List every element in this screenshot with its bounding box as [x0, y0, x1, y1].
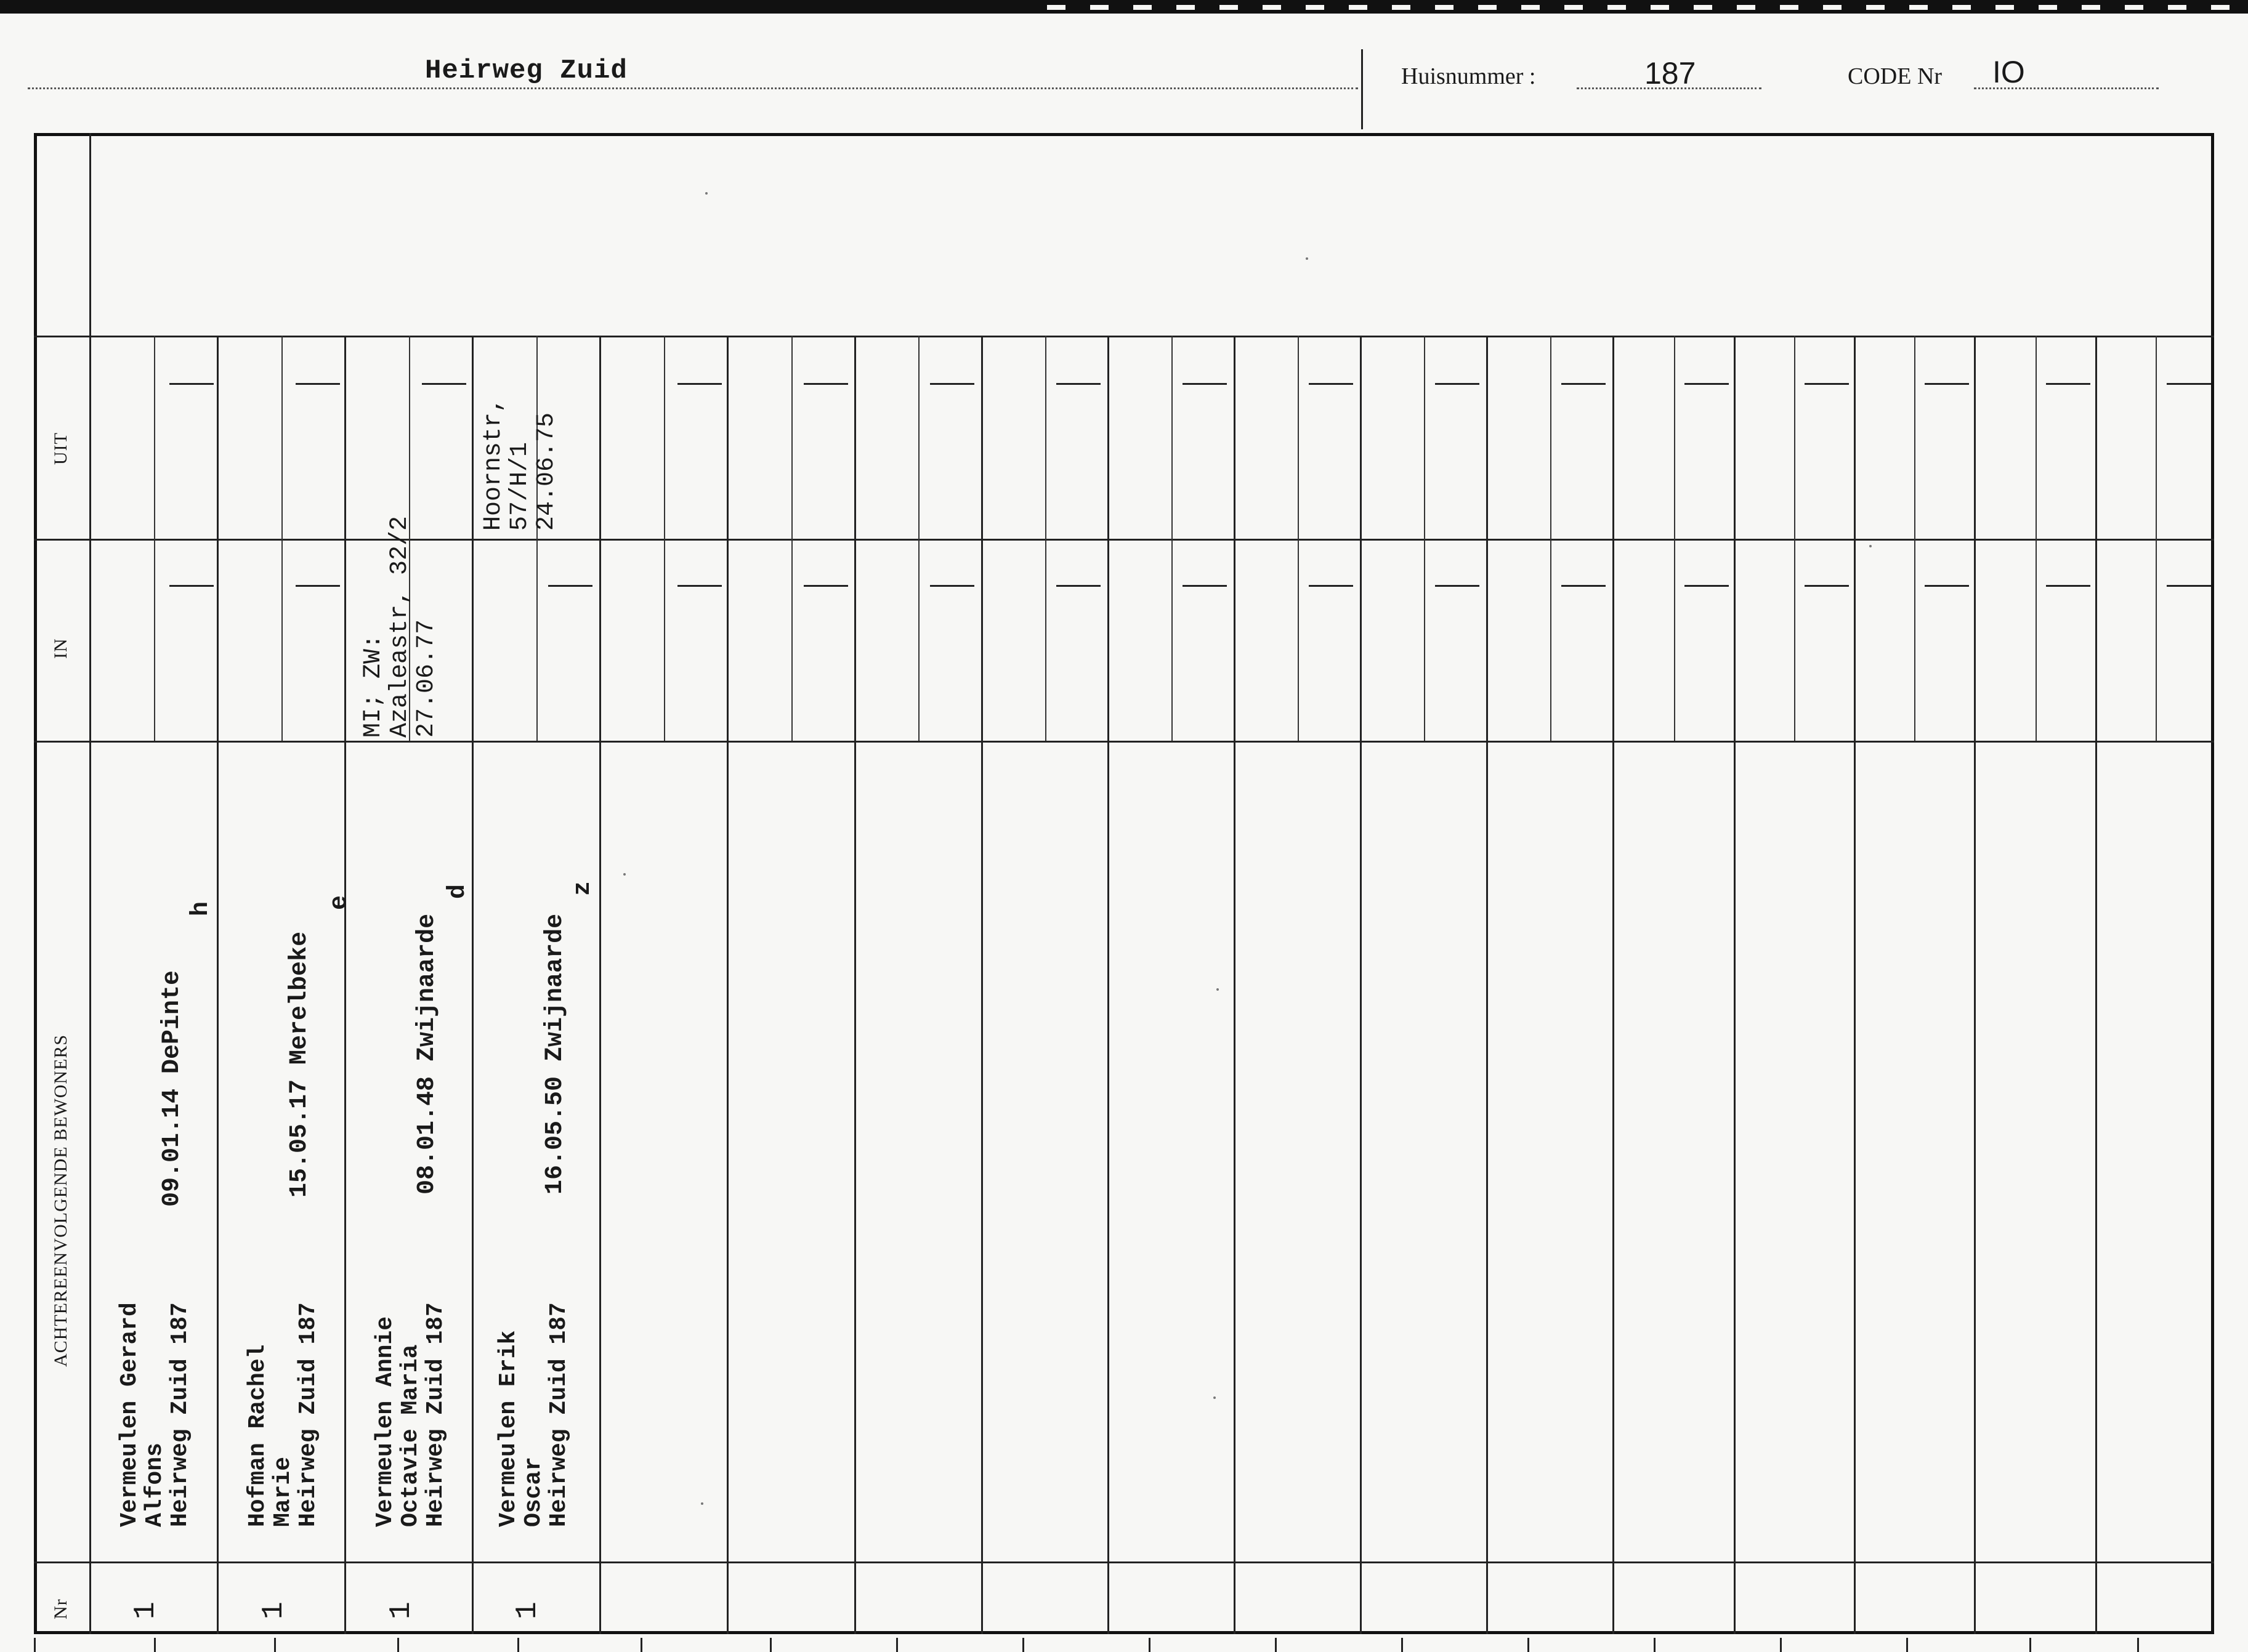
bottom-tick [1780, 1638, 1782, 1652]
in-dash [296, 585, 340, 587]
resident-birth: 09.01.14 DePinte [158, 970, 186, 1207]
bottom-tick [154, 1638, 156, 1652]
house-number-label: Huisnummer : [1401, 63, 1536, 89]
sub-column-line [1914, 336, 1915, 741]
column-line [1974, 336, 1976, 1634]
column-line [472, 336, 474, 1634]
bewoners-nr-divider [34, 1561, 2214, 1563]
in-dash [1183, 585, 1227, 587]
in-dash [169, 585, 214, 587]
street-name: Heirweg Zuid [425, 55, 628, 86]
bottom-tick [1401, 1638, 1403, 1652]
in-dash [930, 585, 974, 587]
sub-column-line [2036, 336, 2037, 741]
sub-column-line [1298, 336, 1299, 741]
in-dash [548, 585, 592, 587]
bottom-tick [896, 1638, 898, 1652]
resident-mark: e [326, 895, 354, 910]
bottom-tick [1022, 1638, 1024, 1652]
scan-speck [623, 873, 626, 876]
bottom-tick [2137, 1638, 2139, 1652]
uit-dash [1805, 383, 1849, 385]
uit-dash [1561, 383, 1606, 385]
column-line [344, 336, 346, 1634]
code-label: CODE Nr [1848, 63, 1943, 89]
top-blank-divider [34, 336, 2214, 337]
bewoners-label: ACHTEREENVOLGENDE BEWONERS [51, 1034, 71, 1367]
column-line [1107, 336, 1109, 1634]
register-table [34, 133, 2214, 1634]
in-entry: MI; ZW: Azaleastr, 32/2 27.06.77 [360, 515, 441, 738]
in-dash [1684, 585, 1729, 587]
column-line [217, 336, 219, 1634]
resident-name: Vermeulen Annie Octavie Maria Heirweg Zuid 187 [372, 1302, 450, 1527]
resident-mark: d [444, 884, 472, 899]
in-dash [2046, 585, 2090, 587]
sub-column-line [154, 336, 155, 741]
bottom-tick [1906, 1638, 1908, 1652]
sub-column-line [791, 336, 793, 741]
resident-birth: 15.05.17 Merelbeke [286, 931, 313, 1198]
scan-speck [705, 192, 708, 195]
in-dash [1309, 585, 1353, 587]
in-dash [677, 585, 722, 587]
uit-dash [422, 383, 466, 385]
uit-dash [2167, 383, 2211, 385]
street-field [28, 43, 1358, 99]
street-dotted-line [28, 87, 1358, 89]
resident-nr: 1 [511, 1602, 544, 1619]
column-line [599, 336, 601, 1634]
uit-dash [1309, 383, 1353, 385]
resident-mark: z [569, 880, 597, 896]
house-number-value: 187 [1644, 56, 1696, 91]
in-dash [1056, 585, 1101, 587]
sub-column-line [536, 336, 538, 741]
scan-speck [1216, 988, 1219, 991]
bottom-tick [1654, 1638, 1656, 1652]
uit-dash [1925, 383, 1969, 385]
column-line [1486, 336, 1488, 1634]
sub-column-line [1171, 336, 1173, 741]
resident-nr: 1 [385, 1602, 418, 1619]
column-line [854, 336, 856, 1634]
column-line [1854, 336, 1856, 1634]
resident-name: Vermeulen Gerard Alfons Heirweg Zuid 187 [116, 1302, 194, 1527]
column-line [2095, 336, 2097, 1634]
bottom-tick [1275, 1638, 1277, 1652]
column-line [981, 336, 983, 1634]
uit-dash [169, 383, 214, 385]
bottom-tick [274, 1638, 276, 1652]
bottom-tick [397, 1638, 399, 1652]
resident-nr: 1 [257, 1602, 291, 1619]
resident-name: Hofman Rachel Marie Heirweg Zuid 187 [245, 1302, 322, 1527]
in-dash [1435, 585, 1479, 587]
uit-dash [804, 383, 848, 385]
uit-label: UIT [51, 432, 71, 465]
scan-speck [1869, 545, 1872, 547]
sub-column-line [1674, 336, 1675, 741]
uit-dash [1056, 383, 1101, 385]
sub-column-line [1550, 336, 1551, 741]
uit-dash [930, 383, 974, 385]
column-line [1612, 336, 1614, 1634]
in-dash [1925, 585, 1969, 587]
in-label: IN [51, 638, 71, 659]
in-dash [2167, 585, 2211, 587]
sub-column-line [281, 336, 283, 741]
uit-dash [1183, 383, 1227, 385]
column-line [727, 336, 729, 1634]
resident-name: Vermeulen Erik Oscar Heirweg Zuid 187 [495, 1302, 573, 1527]
column-line [1234, 336, 1235, 1634]
bottom-tick [517, 1638, 519, 1652]
resident-mark: h [187, 901, 215, 916]
in-dash [1805, 585, 1849, 587]
bottom-tick [1527, 1638, 1529, 1652]
top-border-texture [1047, 5, 2248, 10]
in-dash [1561, 585, 1606, 587]
nr-label: Nr [51, 1598, 71, 1619]
resident-birth: 08.01.48 Zwijnaarde [413, 913, 441, 1195]
header-divider [1361, 49, 1363, 129]
scan-speck [1306, 257, 1308, 260]
sub-column-line [1794, 336, 1795, 741]
bottom-tick [34, 1638, 36, 1652]
sub-column-line [918, 336, 920, 741]
code-value: IO [1992, 55, 2025, 89]
bottom-tick [1149, 1638, 1150, 1652]
uit-dash [1684, 383, 1729, 385]
bottom-tick [770, 1638, 772, 1652]
resident-nr: 1 [129, 1602, 163, 1619]
sub-column-line [1424, 336, 1425, 741]
column-line [1734, 336, 1736, 1634]
uit-entry: Hoornstr, 57/H/1 24.06.75 [480, 397, 561, 531]
scan-speck [1213, 1396, 1216, 1399]
uit-dash [1435, 383, 1479, 385]
uit-dash [677, 383, 722, 385]
sub-column-line [1045, 336, 1046, 741]
in-dash [804, 585, 848, 587]
resident-birth: 16.05.50 Zwijnaarde [541, 913, 569, 1195]
in-bewoners-divider [34, 741, 2214, 743]
scan-speck [701, 1502, 703, 1505]
bottom-tick [641, 1638, 642, 1652]
meta-fields [1401, 43, 2159, 99]
column-line [1360, 336, 1362, 1634]
uit-dash [296, 383, 340, 385]
sub-column-line [664, 336, 665, 741]
sub-column-line [2156, 336, 2157, 741]
label-column-divider [89, 133, 91, 1634]
uit-dash [2046, 383, 2090, 385]
bottom-tick [2029, 1638, 2031, 1652]
